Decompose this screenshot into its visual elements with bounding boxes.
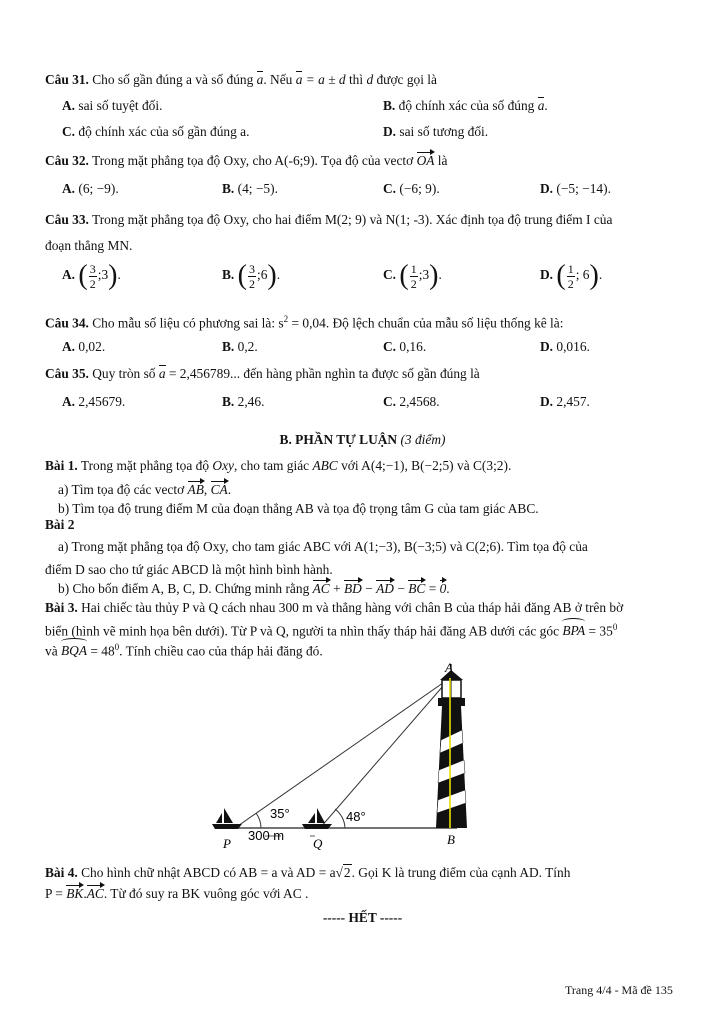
angle-label-p: 35°: [270, 806, 290, 821]
q34-option-d: D. 0,016.: [540, 339, 590, 354]
bai2-label: Bài 2: [45, 517, 75, 532]
angle-label-q: 48°: [346, 809, 366, 824]
bai1-part-a: a) Tìm tọa độ các vectơ AB, CA.: [58, 482, 232, 497]
point-p-label: P: [223, 836, 231, 850]
angle-arc-p: [256, 813, 261, 828]
q33-number: Câu 33.: [45, 212, 89, 227]
point-b-label: B: [447, 832, 455, 847]
q35-option-c: C. 2,4568.: [383, 394, 440, 409]
q32-option-d: D. (−5; −14).: [540, 181, 611, 196]
q31-option-a: A. sai số tuyệt đối.: [62, 98, 163, 113]
point-q-label: Q: [313, 836, 323, 850]
q35-number: Câu 35.: [45, 366, 89, 381]
q33-stem: Câu 33. Trong mặt phẳng tọa độ Oxy, cho hai điểm M(2; 9) và N(1; -3). Xác định tọa độ trung điểm I của: [45, 212, 613, 227]
q34-stem: Câu 34. Cho mẫu số liệu có phương sai là: $s^2 = 0,04$. Độ lệch chuẩn của mẫu số liệu thống kê là:: [45, 314, 564, 331]
q35-option-b: B. 2,46.: [222, 394, 265, 409]
q33-option-a: A. ( $\frac{3}{2}$ ;3).: [62, 260, 121, 291]
bai1-label: Bài 1.: [45, 458, 78, 473]
bai3-line1: Bài 3. Hai chiếc tàu thủy P và Q cách nhau 300 m và thẳng hàng với chân B của tháp hải đăng AB ở trên bờ: [45, 600, 624, 615]
section-title: B. PHẦN TỰ LUẬN (3 điểm): [279, 432, 446, 447]
q32-option-c: C. (−6; 9).: [383, 181, 440, 196]
q31-option-d: D. sai số tương đối.: [383, 124, 489, 139]
q31-option-b: B. độ chính xác của số đúng a.: [383, 98, 548, 113]
bai1-stem: Bài 1. Trong mặt phẳng tọa độ Oxy, cho tam giác ABC với A(4;−1), B(−2;5) và C(3;2).: [45, 458, 512, 473]
q33-option-c: C. ( $\frac{1}{2}$ ;3).: [383, 260, 442, 291]
q34-option-b: B. 0,2.: [222, 339, 258, 354]
ship-q-icon: [302, 808, 332, 829]
q34-number: Câu 34.: [45, 315, 89, 331]
q33-option-b: B. ( $\frac{3}{2}$ ;6).: [222, 260, 281, 291]
angle-arc-q: [335, 809, 345, 828]
q33-stem-cont: đoạn thẳng MN.: [45, 238, 133, 253]
distance-label: 300 m: [248, 828, 285, 843]
bai3-line2: biển (hình vẽ minh họa bên dưới). Từ P và Q, người ta nhìn thấy tháp hải đăng AB dưới các góc BPA = $35^0$: [45, 622, 618, 639]
bai3-line3: và BQA = $48^0$. Tính chiều cao của tháp hải đăng đó.: [45, 642, 323, 659]
q32-stem: Câu 32. Trong mặt phẳng tọa độ Oxy, cho A(-6;9). Tọa độ của vectơ OA là: [45, 153, 448, 168]
bai2-part-a: a) Trong mặt phẳng tọa độ Oxy, cho tam giác ABC với A(1;−3), B(−3;5) và C(2;6). Tìm tọa độ của: [58, 539, 588, 554]
point-a-label: A: [445, 660, 453, 675]
q35-stem: Câu 35. Quy tròn số a = 2,456789... đến hàng phần nghìn ta được số gần đúng là: [45, 366, 480, 381]
lighthouse-figure: [195, 658, 495, 850]
q31-option-c: C. độ chính xác của số gần đúng a.: [62, 124, 250, 139]
page-footer: Trang 4/4 - Mã đề 135: [565, 983, 673, 997]
q35-option-d: D. 2,457.: [540, 394, 590, 409]
q32-option-a: A. (6; −9).: [62, 181, 119, 196]
bai3-label: Bài 3.: [45, 600, 78, 615]
q34-option-c: C. 0,16.: [383, 339, 427, 354]
vector-oa: OA: [416, 153, 435, 168]
bai1-part-b: b) Tìm tọa độ trung điểm M của đoạn thẳng AB và tọa độ trọng tâm G của tam giác ABC.: [58, 501, 539, 516]
sight-line-pa: [235, 678, 450, 828]
bai4-label: Bài 4.: [45, 865, 78, 880]
bai4-line2: P = BK.AC. Từ đó suy ra BK vuông góc với AC .: [45, 886, 309, 901]
q31-number: Câu 31.: [45, 72, 89, 87]
end-marker: ----- HẾT -----: [322, 910, 403, 925]
sight-line-qa: [320, 678, 450, 828]
q32-option-b: B. (4; −5).: [222, 181, 278, 196]
q33-option-d: D. ( $\frac{1}{2}$ ; 6).: [540, 260, 603, 291]
bai2-part-a-cont: điểm D sao cho tứ giác ABCD là một hình bình hành.: [45, 562, 333, 577]
ship-p-icon: [212, 808, 242, 829]
bai4-line1: Bài 4. Cho hình chữ nhật ABCD có AB = a và AD = a√2. Gọi K là trung điểm của cạnh AD. Tính: [45, 865, 571, 880]
q31-stem: Câu 31. Cho số gần đúng a và số đúng a. Nếu a = a ± d thì d được gọi là: [45, 72, 437, 87]
q35-option-a: A. 2,45679.: [62, 394, 126, 409]
q32-number: Câu 32.: [45, 153, 89, 168]
bai2-part-b: b) Cho bốn điểm A, B, C, D. Chứng minh rằng AC + BD − AD − BC = 0.: [58, 581, 450, 596]
q34-option-a: A. 0,02.: [62, 339, 106, 354]
